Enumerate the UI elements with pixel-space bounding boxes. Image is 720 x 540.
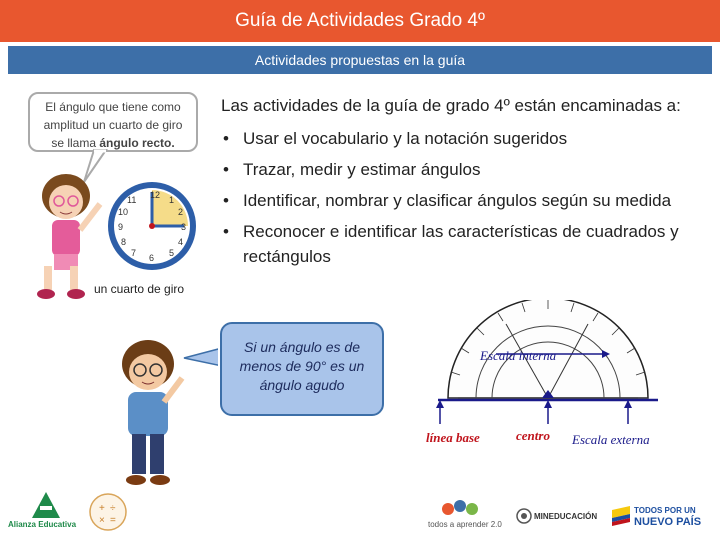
gov-logo-line1: TODOS POR UN [634,506,696,515]
clock-num-3: 3 [181,222,187,232]
clock-num-5: 5 [169,248,175,258]
svg-text:=: = [110,515,116,526]
math-emblem-icon [88,492,128,532]
clock-num-8: 8 [121,237,127,247]
bubble-line-3a: se llama [51,136,96,150]
bullet-0: • [223,129,229,148]
mineducacion-logo: MINEDUCACIÓN [534,512,598,521]
svg-text:×: × [99,515,105,526]
bullet-2: • [223,191,229,210]
mineducacion-shield-icon [516,508,532,524]
svg-text:+: + [99,503,105,514]
activities-list [221,126,711,275]
clock-icon [108,182,196,270]
list-item-text: Identificar, nombrar y clasificar ángulos según su medida [243,191,672,210]
clock-num-11: 11 [127,195,137,205]
bullet-3: • [223,222,229,241]
girl-character [37,174,100,299]
acute-angle-bubble: Si un ángulo es de menos de 90° es un ángulo agudo [220,322,384,416]
list-item [221,219,711,269]
svg-text:÷: ÷ [110,503,116,514]
list-item-text: Trazar, medir y estimar ángulos [243,160,481,179]
list-item-text: Reconocer e identificar las características de cuadrados y rectángulos [243,222,679,266]
gov-logo-line2: NUEVO PAÍS [634,516,702,528]
todos-a-aprender-text: todos a aprender 2.0 [428,520,502,529]
list-item [221,157,711,182]
internal-scale-label: Escala interna [480,348,557,363]
external-scale-label: Escala externa [572,432,650,447]
center-label: centro [516,428,550,443]
todos-a-aprender-icon [440,498,480,520]
base-line-label: línea base [426,430,480,445]
bubble-line-3b: ángulo recto. [99,136,175,150]
clock-num-10: 10 [118,207,129,217]
bullet-1: • [223,160,229,179]
girl-and-clock-drawing [14,86,200,308]
list-item [221,126,711,151]
section-subtitle: Actividades propuestas en la guía [8,46,712,74]
clock-num-7: 7 [131,248,137,258]
list-item-text: Usar el vocabulario y la notación sugeridos [243,129,568,148]
clock-num-12: 12 [150,190,161,200]
list-item [221,188,711,213]
alianza-logo-icon [26,492,66,520]
clock-num-9: 9 [118,222,124,232]
protractor-diagram [418,300,688,450]
bubble-line-2: amplitud un cuarto de giro [43,118,183,132]
page-title: Guía de Actividades Grado 4º [0,0,720,42]
clock-num-1: 1 [169,195,175,205]
clock-num-6: 6 [149,253,155,263]
bubble-line-1: El ángulo que tiene como [45,100,181,114]
activities-intro: Las actividades de la guía de grado 4º están encaminadas a: [221,96,681,115]
clock-num-4: 4 [178,237,184,247]
alianza-logo-text: Alianza Educativa [8,520,77,529]
boy-character [108,318,218,498]
colombia-flag-icon [610,504,632,526]
right-angle-illustration [14,86,200,308]
clock-num-2: 2 [178,207,184,217]
clock-caption: un cuarto de giro [94,282,185,296]
